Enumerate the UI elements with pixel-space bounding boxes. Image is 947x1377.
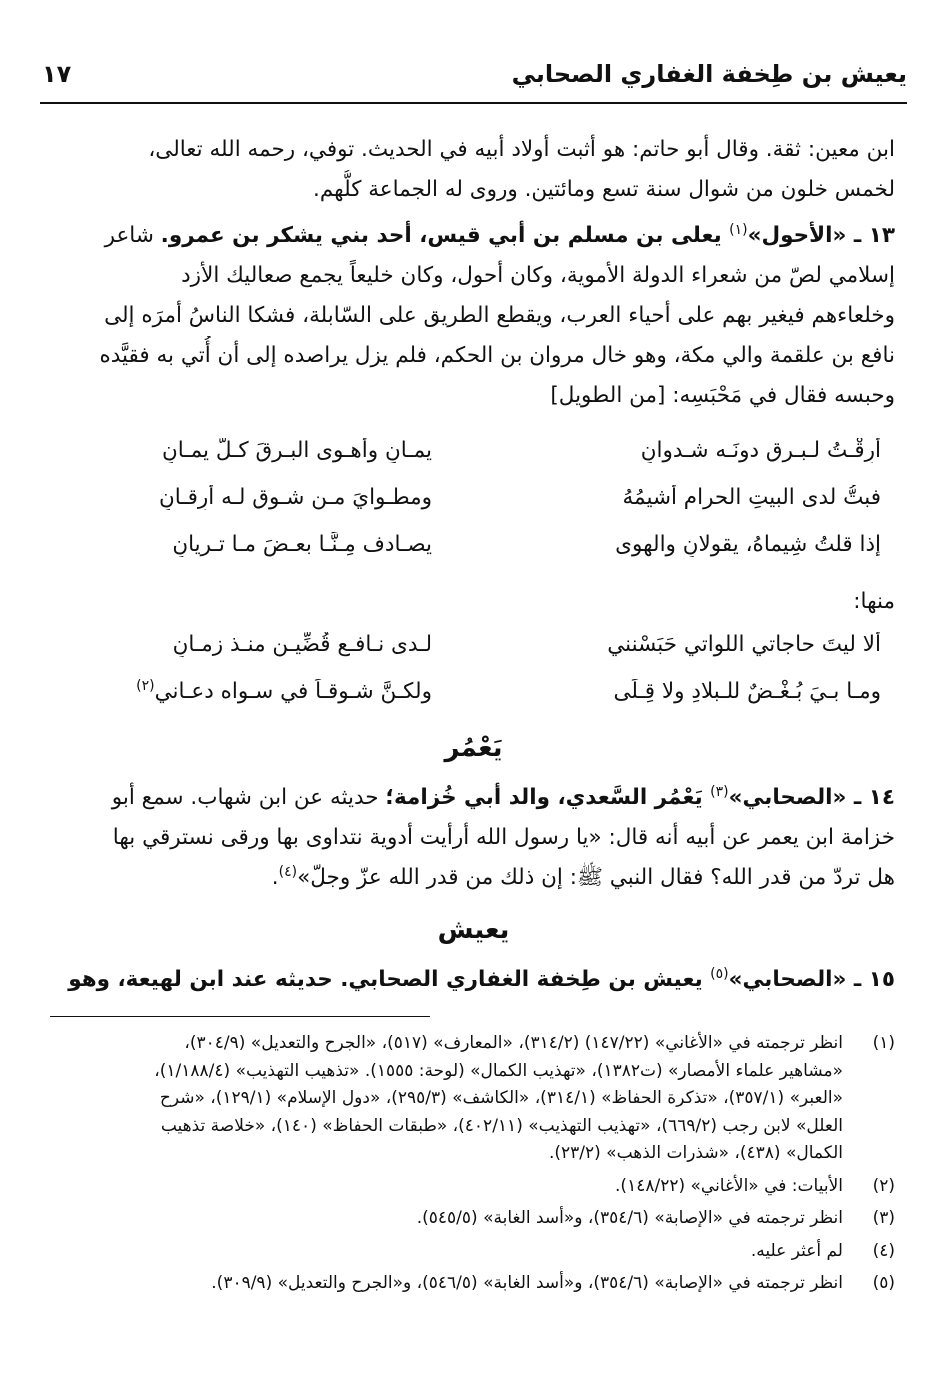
footnote-number: (٣) [872,1208,895,1228]
footnotes [52,1030,895,1303]
text-line: خزامة ابن يعمر عن أبيه أنه قال: «يا رسول الله أرأيت أدوية نتداوى بها ورقى نسترقي بها [112,825,895,850]
footnote-line: العلل» لابن رجب (٦٦٩/٢)، «تهذيب التهذيب» (٤٠٢/١١)، «طبقات الحفاظ» (١٤٠)، «خلاصة تذهيب [160,1115,843,1136]
intro-paragraph [52,130,895,210]
entry-name: يَعْمُر السَّعدي، والد أبي خُزامة؛ [385,785,711,810]
text-line: ابن معين: ثقة. وقال أبو حاتم: هو أثبت أولاد أبيه في الحديث. توفي، رحمه الله تعالى، [148,137,895,162]
entry-14-first-line [52,778,895,818]
text-line: وحبسه فقال في مَحْبَسِه: [من الطويل] [550,383,895,408]
entry-13 [52,216,895,416]
verse-second-hemistich: لـدى نـافـعٍ قُضِّيـن منـذ زمـانِ [172,632,432,657]
footnote-line: انظر ترجمته في «الإصابة» (٣٥٤/٦)، و«أسد الغابة» (٥٤٦/٥)، و«الجرح والتعديل» (٣٠٩/٩). [211,1273,843,1293]
footnote-ref: (٥) [710,965,729,982]
verse-text: ولكـنَّ شـوقـاً في سـواه دعـاني [154,679,432,704]
footnote-ref: (٢) [136,679,155,694]
text-line: نافع بن علقمة والي مكة، وهو خال مروان بن الحكم، فلم يزل يراصده إلى أن أُتي به فقيَّده [99,343,895,368]
minha-label: منها: [853,589,895,614]
verse-row [52,671,881,719]
entry-number: ١٥ ـ «الصحابي» [728,967,895,992]
text-run: هل تردّ من قدر الله؟ فقال النبي ﷺ: إن ذلك من قدر الله عزّ وجلّ» [297,865,895,890]
entry-number: ١٣ ـ «الأحول» [747,223,895,248]
footnote-line: «العبر» (٣٥٧/١)، «تذكرة الحفاظ» (٣١٤/١)، «الكاشف» (٢٩٥/٣)، «دول الإسلام» (١٢٩/١)، «شرح [159,1088,843,1108]
footnote-line: لم أعثر عليه. [750,1240,843,1261]
text-line: لخمس خلون من شوال سنة تسع ومائتين. وروى له الجماعة كلُّهم. [313,177,895,202]
entry-13-first-line [52,216,895,256]
verse-row [52,430,881,478]
footnote-line: انظر ترجمته في «الإصابة» (٣٥٤/٦)، و«أسد الغابة» (٥٤٥/٥). [416,1208,843,1228]
verse-second-hemistich: يمـانٍ وأهـوى البـرقَ كـلَّ يمـانِ [161,438,432,463]
footnote-number: (١) [872,1033,895,1053]
text-run: حديثه عند ابن لهيعة، وهو [68,967,341,992]
footnote-ref: (٤) [278,863,298,880]
entry-name: يعيش بن طِخفة الغفاري الصحابي. [340,967,711,992]
verse-first-hemistich: إذا قلتُ شِيماهُ، يقولانِ والهوى [615,532,881,557]
verse-second-hemistich: يصـادف مِـنَّـا بعـضَ مـا تـريانِ [172,532,432,557]
verse-row [52,624,881,672]
footnote-number: (٥) [872,1273,895,1293]
footnote-2 [52,1173,895,1201]
text-run: شاعر [104,223,161,248]
verse-row [52,524,881,572]
footnote-separator [50,1016,430,1017]
footnote-4 [52,1238,895,1266]
verse-row [52,477,881,525]
text-run: . [271,865,279,890]
footnote-number: (٢) [872,1175,895,1196]
footnote-1 [52,1030,895,1168]
verse-first-hemistich: ألا ليتَ حاجاتي اللواتي حَبَسْنني [607,632,881,657]
verse-first-hemistich: ومـا بـيَ بُـغْـضٌ للـبلادِ ولا قِـلًى [613,679,881,704]
footnote-ref: (١) [729,221,748,238]
footnote-3 [52,1205,895,1233]
text-run: حديثه عن ابن شهاب. سمع أبو [111,785,386,810]
verse-second-hemistich-with-note [52,679,432,704]
footnote-line: الأبيات: في «الأغاني» (١٤٨/٢٢). [615,1175,843,1196]
footnote-ref: (٣) [710,783,729,800]
footnote-line: «مشاهير علماء الأمصار» (ت١٣٨٢)، «تهذيب الكمال» (لوحة: ١٥٥٥). «تذهيب التهذيب» (١/١٨٨/٤)، [154,1060,843,1081]
text-line: إسلامي لصّ من شعراء الدولة الأموية، وكان أحول، وكان خليعاً يجمع صعاليك الأزد [181,263,895,288]
footnote-line: الكمال» (٤٣٨)، «شذرات الذهب» (٢٣/٢). [548,1143,843,1163]
entry-15 [52,960,895,1000]
running-title: يعيش بن طِخفة الغفاري الصحابي [511,60,907,88]
page-header [40,58,907,104]
footnote-line: انظر ترجمته في «الأغاني» (١٤٧/٢٢) (٣١٤/٢)، «المعارف» (٥١٧)، «الجرح والتعديل» (٣٠٤/٩)، [184,1033,843,1053]
footnote-5 [52,1270,895,1298]
entry-14 [52,778,895,898]
footnote-number: (٤) [872,1240,895,1261]
page-number: ١٧ [42,60,72,88]
text-line: وخلعاءهم فيغير بهم على أحياء العرب، ويقطع الطريق على السّابلة، فشكا الناسُ أمرَه إلى [104,303,895,328]
section-heading-yamur: يَعْمُر [444,733,503,763]
verse-first-hemistich: أرِقْـتُ لـبـرقٍ دونَـه شـدوانِ [640,438,881,463]
entry-14-last-line [52,858,895,898]
verse-first-hemistich: فبتُّ لدى البيتِ الحرامِ أشيمُهُ [622,485,881,510]
entry-name: يعلى بن مسلم بن أبي قيس، أحد بني يشكر بن عمرو. [160,223,730,248]
section-heading-yaish: يعيش [437,915,510,945]
entry-15-first-line [52,960,895,1000]
verse-second-hemistich: ومطـوايَ مـن شـوقٍ لـه أرِقـانِ [158,485,432,510]
entry-number: ١٤ ـ «الصحابي» [728,785,895,810]
